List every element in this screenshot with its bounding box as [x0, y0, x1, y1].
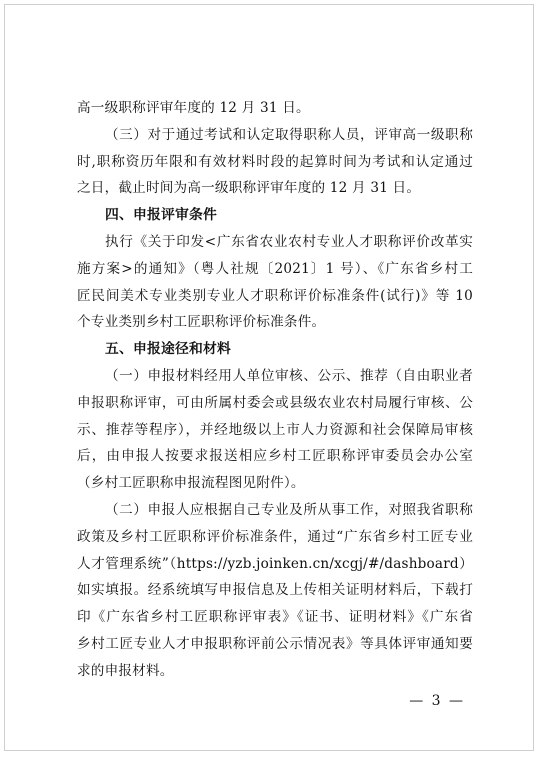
page-number: — 3 — — [409, 693, 465, 709]
body-line: 示、推荐等程序），并经地级以上市人力资源和社会保障局审核 — [77, 421, 473, 438]
body-line: 个专业类别乡村工匠职称评价标准条件。 — [77, 314, 326, 331]
body-line: 执行《关于印发<广东省农业农村专业人才职称评价改革实 — [105, 233, 473, 250]
body-line: （三）对于通过考试和认定取得职称人员，评审高一级职称 — [105, 126, 473, 143]
body-line: 申报职称评审，可由所属村委会或县级农业农村局履行审核、公 — [77, 394, 473, 411]
body-line: 人才管理系统”（https://yzb.joinken.cn/xcgj/#/dashboard） — [77, 555, 473, 572]
body-line: （一）申报材料经用人单位审核、公示、推荐（自由职业者 — [105, 367, 473, 384]
body-line: 政策及乡村工匠职称评价标准条件，通过“广东省乡村工匠专业 — [77, 528, 473, 545]
body-line: 求的申报材料。 — [77, 662, 174, 679]
body-line: 印《广东省乡村工匠职称评审表》《证书、证明材料》《广东省 — [77, 609, 473, 626]
section-heading: 五、申报途径和材料 — [105, 341, 231, 358]
body-line: 后，由申报人按要求报送相应乡村工匠职称评审委员会办公室 — [77, 448, 473, 465]
body-line: （乡村工匠职称申报流程图见附件）。 — [77, 475, 305, 492]
body-line: 施方案>的通知》（粤人社规〔2021〕1 号）、《广东省乡村工 — [77, 260, 473, 277]
body-line: 乡村工匠专业人才申报职称评前公示情况表》等具体评审通知要 — [77, 635, 473, 652]
body-line: 时,职称资历年限和有效材料时段的起算时间为考试和认定通过 — [77, 153, 473, 170]
section-heading: 四、申报评审条件 — [105, 207, 217, 224]
body-line: （二）申报人应根据自己专业及所从事工作，对照我省职称 — [105, 501, 473, 518]
document-body — [77, 95, 473, 685]
body-line: 之日，截止时间为高一级职称评审年度的 12 月 31 日。 — [77, 180, 421, 197]
body-line: 高一级职称评审年度的 12 月 31 日。 — [77, 100, 310, 116]
document-page — [4, 4, 534, 751]
body-line: 如实填报。经系统填写申报信息及上传相关证明材料后，下载打 — [77, 582, 473, 599]
body-line: 匠民间美术专业类别专业人才职称评价标准条件(试行)》等 10 — [77, 287, 473, 304]
